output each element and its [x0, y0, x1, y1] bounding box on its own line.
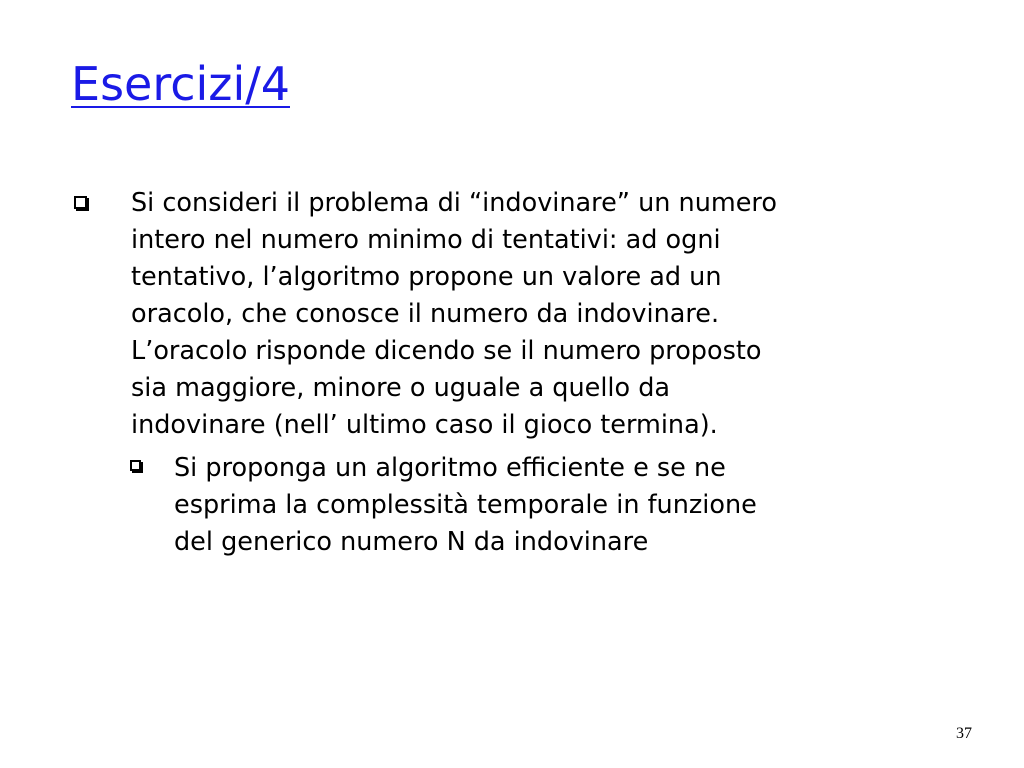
- sub-bullet-item: [128, 450, 928, 561]
- page-number: 37: [956, 725, 972, 742]
- bullet-item: [70, 185, 950, 444]
- sub-bullet-list: [128, 450, 928, 561]
- hollow-square-bullet-icon: [130, 460, 141, 471]
- hollow-square-bullet-icon: [74, 196, 87, 209]
- bullet-text: Si consideri il problema di “indovinare” un numero intero nel numero minimo di tentativi: ad ogni tentativo, l’algoritmo propone un valore ad un oracolo, che conosce il numero da indovinare. L’oracolo risponde dicendo se il numero proposto sia maggiore, minore o uguale a quello da indovinare (nell’ ultimo caso il gioco termina).: [131, 188, 777, 440]
- slide-title: Esercizi/4: [71, 57, 290, 111]
- sub-bullet-text: Si proponga un algoritmo efficiente e se ne esprima la complessità temporale in funzione del generico numero N da indovinare: [174, 453, 757, 557]
- bullet-list: [70, 185, 950, 444]
